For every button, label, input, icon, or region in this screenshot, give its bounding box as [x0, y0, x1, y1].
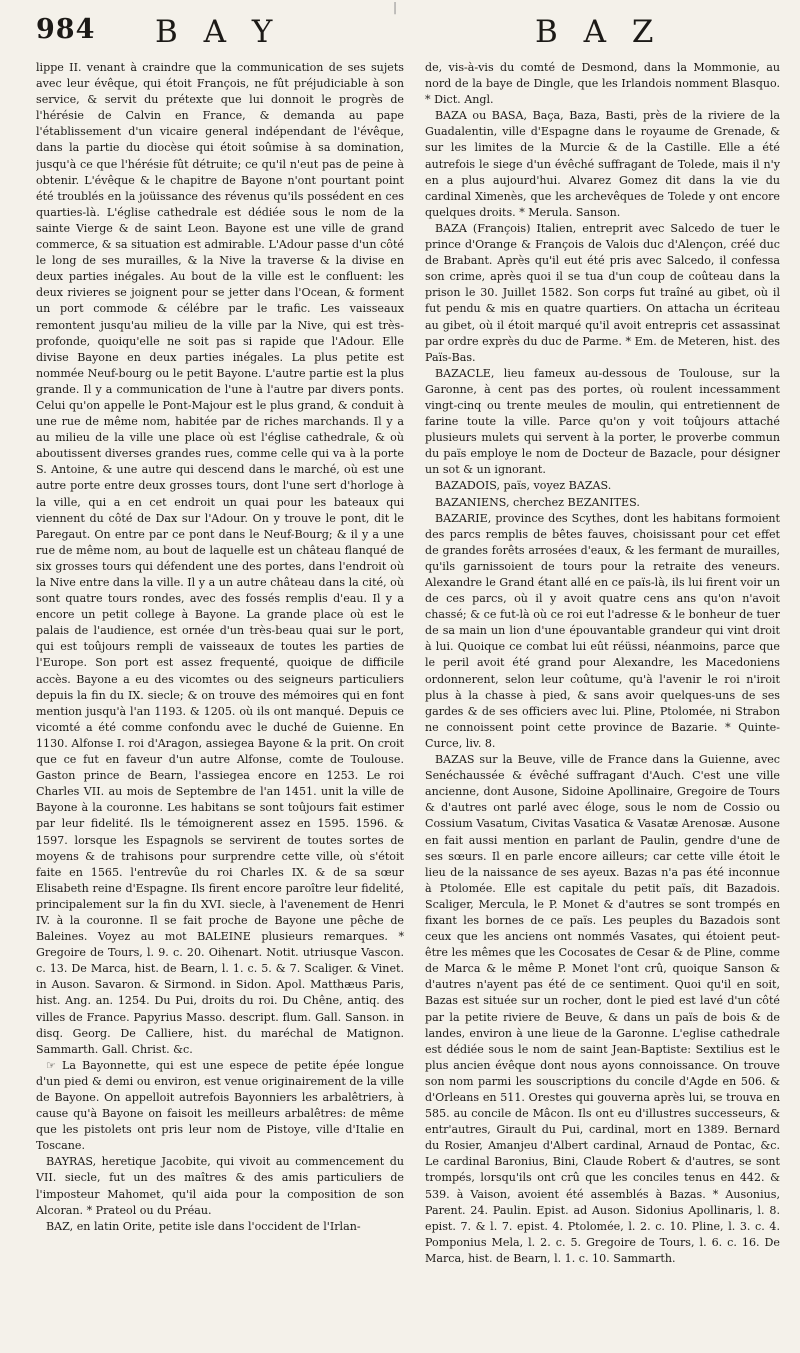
left-column [36, 60, 404, 1345]
top-mark: | [393, 0, 398, 14]
entry-bazarie: BAZARIE, province des Scythes, dont les habitans formoient des parcs remplis de bêtes fauves, choisissant pour cet effet de grandes forêts arrosées d'eaux, & les fermant de murailles, qu'ils garnissoient de tours pour la retraite des veneurs. Alexandre le Grand étant allé en ce païs-là, ils lui firent voir un de ces parcs, où il y avoit quatre cens ans qu'on n'avoit chassé; & ce fut-là où ce roi eut l'adresse & le bonheur de tuer de sa main un lion d'une épouvantable grandeur qui vint droit à lui. Quoique ce combat lui eût réüssi, néanmoins, parce que le peril avoit été grand pour Alexandre, les Macedoniens ordonnerent, selon leur coûtume, qu'à l'avenir le roi n'iroit plus à la chasse à pied, & sans avoir quelques-uns de ses gardes & de ses officiers avec lui. Pline, Ptolomée, ni Strabon ne connoissent point cette province de Bazarie. * Quinte-Curce, liv. 8. [425, 511, 780, 750]
entry-bayone-continued: lippe II. venant à craindre que la communication de ses sujets avec leur évêque, qui étoit François, ne fût préjudiciable à son service, & servit du prétexte que lui donnoit le progrès de l'hérésie de Calvin en France, & demanda au pape l'établissement d'un vicaire general indépendant de l'évêque, dans la partie du diocèse qui étoit soûmise à sa domination, jusqu'à ce que l'hérésie fût détruite; ce qu'il n'eut pas de peine à obtenir. L'évêque & le chapitre de Bayone n'ont pourtant point été troublés en la joüissance des révenus qu'ils possédent en ces quarties-là. L'église cathedrale est dédiée sous le nom de la sainte Vierge & de saint Leon. Bayone est une ville de grand commerce, & sa situation est admirable. L'Adour passe d'un côté le long de ses murailles, & la Nive la traverse & la divise en deux parties inégales. Au bout de la ville est le confluent: les deux rivieres se joignent pour se jetter dans l'Ocean, & forment un port commode & célébre par le trafic. Les vaisseaux remontent jusqu'au milieu de la ville par la Nive, qui est très-profonde, quoiqu'elle ne soit pas si rapide que l'Adour. Elle divise Bayone en deux parties inégales. La plus petite est nommée Neuf-bourg ou le petit Bayone. L'autre partie est la plus grande. Il y a communication de l'une à l'autre par divers ponts. Celui qu'on appelle le Pont-Majour est le plus grand, & conduit à une rue de même nom, habitée par de riches marchands. Il y a au milieu de la ville une place où est l'église cathedrale, & où aboutissent diverses grandes rues, comme celle qui va à la porte S. Antoine, & une autre qui descend dans le marché, où est une autre porte entre deux grosses tours, dont l'une sert d'horloge à la ville, qui a en cet endroit un quai pour les bateaux qui viennent du côté de Dax sur l'Adour. On y trouve le pont, dit le Paregaut. On entre par ce pont dans le Neuf-Bourg; & il y a une rue de même nom, au bout de laquelle est un château flanqué de six grosses tours qui défendent une des portes, dans l'endroit où la Nive entre dans la ville. Il y a un autre château dans la cité, où sont quatre tours rondes, avec des fossés remplis d'eau. Il y a encore un petit college à Bayone. La grande place où est le palais de l'audience, est ornée d'un très-beau quai sur le port, qui est toûjours rempli de vaisseaux de toutes les parties de l'Europe. Son port est assez frequenté, quoique de difficile accès. Bayone a eu des vicomtes ou des seigneurs particuliers depuis la fin du IX. siecle; & on trouve des mémoires qui en font mention jusqu'à l'an 1193. & 1205. où ils ont manqué. Depuis ce vicomté a été comme confondu avec le duché de Guienne. En 1130. Alfonse I. roi d'Aragon, assiegea Bayone & la prit. On croit que ce fut en faveur d'un autre Alfonse, comte de Toulouse. Gaston prince de Bearn, l'assiegea encore en 1253. Le roi Charles VII. au mois de Septembre de l'an 1451. unit la ville de Bayone à la couronne. Les habitans se sont toûjours fait estimer par leur fidelité. Ils le témoignerent assez en 1595. 1596. & 1597. lorsque les Espagnols se servirent de toutes sortes de moyens & de trahisons pour surprendre cette ville, où s'étoit faite en 1565. l'entrevûe du roi Charles IX. & de sa sœur Elisabeth reine d'Espagne. Ils firent encore paroître leur fidelité, principalement sur la fin du XVI. siecle, à l'avenement de Henri IV. à la couronne. Il se fait proche de Bayone une pêche de Baleines. Voyez au mot BALEINE plusieurs remarques. * Gregoire de Tours, l. 9. c. 20. Oihenart. Notit. utriusque Vascon. c. 13. De Marca, hist. de Bearn, l. 1. c. 5. & 7. Scaliger. & Vinet. in Auson. Savaron. & Sirmond. in Sidon. Apol. Matthæus Paris, hist. Ang. an. 1254. Du Pui, droits du roi. Du Chêne, antiq. des villes de France. Papyrius Masso. descript. flum. Gall. Sanson. in disq. Georg. De Calliere, hist. du maréchal de Matignon. Sammarth. Gall. Christ. &c. [36, 61, 404, 1056]
page-number: 984 [36, 14, 96, 45]
entry-baza: BAZA ou BASA, Baça, Baza, Basti, près de la riviere de la Guadalentin, ville d'Espagne dans le royaume de Grenade, & sur les limites de la Murcie & de la Castille. Elle a été autrefois le siege d'un évêché suffragant de Tolede, mais il n'y en a plus aujourd'hui. Alvarez Gomez dit dans la vie du cardinal Ximenès, que les archevêques de Tolede y ont encore quelques droits. * Merula. Sanson. [425, 109, 780, 219]
entry-bazacle: BAZACLE, lieu fameux au-dessous de Toulouse, sur la Garonne, à cent pas des portes, où roulent incessamment vingt-cinq ou trente meules de moulin, qui entretiennent de farine toute la ville. Parce qu'on y voit toûjours attaché plusieurs mulets qui servent à la porter, le proverbe commun du païs employe le nom de Docteur de Bazacle, pour désigner un sot & un ignorant. [425, 366, 780, 477]
right-column [425, 60, 780, 1345]
left-running-head: B A Y [155, 14, 281, 50]
entry-bayonnette: ☞ La Bayonnette, qui est une espece de petite épée longue d'un pied & demi ou environ, est venue originairement de la ville de Bayone. On appelloit autrefois Bayonniers les arbalêtriers, à cause qu'à Bayone on faisoit les meilleurs arbalêtres: de même que les pistolets ont pris leur nom de Pistoye, ville d'Italie en Toscane. [36, 1058, 404, 1153]
entry-bayras: BAYRAS, heretique Jacobite, qui vivoit au commencement du VII. siecle, fut un des maîtres & des amis particuliers de l'imposteur Mahomet, qu'il aida pour la composition de son Alcoran. * Prateol ou du Préau. [36, 1155, 404, 1217]
entry-baz: BAZ, en latin Orite, petite isle dans l'occident de l'Irlan- [46, 1219, 361, 1233]
entry-bazas: BAZAS sur la Beuve, ville de France dans la Guienne, avec Senéchaussée & évêché suffragant d'Auch. C'est une ville ancienne, dont Ausone, Sidoine Apollinaire, Gregoire de Tours & d'autres ont parlé avec éloge, sous le nom de Cossio ou Cossium Vasatum, Civitas Vasatica & Vasatæ Arenosæ. Ausone en fait aussi mention en parlant de Paulin, gendre d'une de ses sœurs. Il en parle encore ailleurs; car cette ville étoit le lieu de la naissance de ses ayeux. Bazas n'a pas été inconnue à Ptolomée. Elle est capitale du petit païs, dit Bazadois. Scaliger, Mercula, le P. Monet & d'autres se sont trompés en fixant les bornes de ce païs. Les peuples du Bazadois sont ceux que les anciens ont nommés Vasates, qui étoient peut-être les mêmes que les Cocosates de Cesar & de Pline, comme de Marca & le même P. Monet l'ont crû, quoique Sanson & d'autres n'ayent pas été de ce sentiment. Quoi qu'il en soit, Bazas est située sur un rocher, dont le pied est lavé d'un côté par la petite riviere de Beuve, & dans un païs de bois & de landes, environ à une lieue de la Garonne. L'eglise cathedrale est dédiée sous le nom de saint Jean-Baptiste: Sextilius est le plus ancien évêque dont nous ayons connoissance. On trouve son nom parmi les souscriptions du concile d'Agde en 506. & d'Orleans en 511. Orestes qui gouverna après lui, se trouva en 585. au concile de Mâcon. Ils ont eu d'illustres successeurs, & entr'autres, Girault du Pui, cardinal, mort en 1389. Bernard du Rosier, Amanjeu d'Albert cardinal, Arnaud de Pontac, &c. Le cardinal Baronius, Bini, Claude Robert & d'autres, se sont trompés, lorsqu'ils ont crû que les conciles tenus en 442. & 539. à Vaison, avoient été assemblés à Bazas. * Ausonius, Parent. 24. Paulin. Epist. ad Auson. Sidonius Apollinaris, l. 8. epist. 7. & l. 7. epist. 4. Ptolomée, l. 2. c. 10. Pline, l. 3. c. 4. Pomponius Mela, l. 2. c. 5. Gregoire de Tours, l. 6. c. 16. De Marca, hist. de Bearn, l. 1. c. 10. Sammarth. [425, 753, 780, 1265]
entry-baza-francois: BAZA (François) Italien, entreprit avec Salcedo de tuer le prince d'Orange & François de Valois duc d'Alençon, créé duc de Brabant. Après qu'il eut été pris avec Salcedo, il confessa son crime, après quoi il se tua d'un coup de coûteau dans la prison le 30. Juillet 1582. Son corps fut traîné au gibet, où il fut pendu & mis en quatre quartiers. On attacha un écriteau au gibet, où il étoit marqué qu'il avoit entrepris cet assassinat par ordre exprès du duc de Parme. * Em. de Meteren, hist. des Païs-Bas. [425, 221, 780, 364]
entry-bazadois: BAZADOIS, païs, voyez BAZAS. [435, 479, 612, 493]
entry-baz-continued: de, vis-à-vis du comté de Desmond, dans la Mommonie, au nord de la baye de Dingle, que les Irlandois nomment Blasquo. * Dict. Angl. [425, 61, 780, 107]
entry-bazaniens: BAZANIENS, cherchez BEZANITES. [435, 495, 640, 509]
right-running-head: B A Z [535, 14, 662, 50]
